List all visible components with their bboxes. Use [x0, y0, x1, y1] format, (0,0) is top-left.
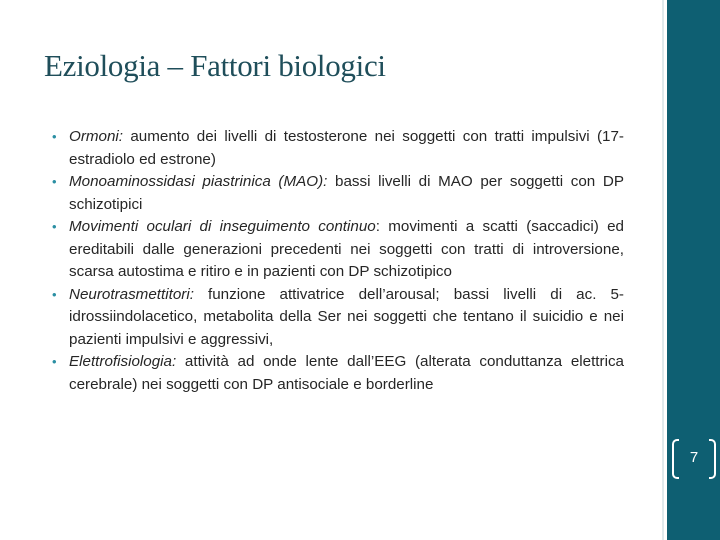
bullet-dot-icon: •: [52, 174, 57, 189]
bullet-dot-icon: •: [52, 129, 57, 144]
bullet-term: Elettrofisiologia:: [69, 353, 177, 370]
bullet-text: funzione attivatrice dell’arousal; bassi livelli di ac. 5-idrossiindolacetico, metabolita della Ser nei soggetti che tentano il suicidio e nei pazienti impulsivi e aggressivi,: [69, 285, 624, 348]
bullet-text: aumento dei livelli di testosterone nei soggetti con tratti impulsivi (17-estradiolo ed estrone): [69, 128, 624, 168]
slide-title: Eziologia – Fattori biologici: [44, 48, 386, 83]
bullet-term: Monoaminossidasi piastrinica (MAO):: [69, 173, 328, 190]
bullet-text: : movimenti a scatti (saccadici) ed ereditabili dalle generazioni precedenti nei soggetti con tratti di introversione, scarsa autostima e ritiro e in pazienti con DP schizotipico: [69, 218, 624, 280]
bullet-dot-icon: •: [52, 286, 57, 302]
bullet-term: Neurotrasmettitori:: [69, 285, 194, 303]
bullet-text: bassi livelli di MAO per soggetti con DP schizotipici: [69, 173, 624, 213]
bullet-dot-icon: •: [52, 354, 57, 369]
bullet-item-mao: [52, 171, 624, 216]
bullet-text: attività ad onde lente dall’EEG (alterata conduttanza elettrica cerebrale) nei soggetti con DP antisociale e borderline: [69, 353, 624, 393]
bullet-item-neurotrasmettitori: [52, 284, 624, 352]
bullet-term: Movimenti oculari di inseguimento continuo: [69, 218, 376, 235]
bullet-item-ormoni: [52, 126, 624, 171]
bullet-item-elettrofisiologia: [52, 351, 624, 396]
bullet-item-movimenti-oculari: [52, 216, 624, 284]
bracket-right-icon: [709, 439, 716, 479]
bullet-dot-icon: •: [52, 219, 57, 234]
bullet-term: Ormoni:: [69, 128, 124, 145]
page-number-badge: [672, 437, 716, 483]
bullet-list: [52, 126, 624, 396]
page-number: 7: [689, 449, 699, 466]
